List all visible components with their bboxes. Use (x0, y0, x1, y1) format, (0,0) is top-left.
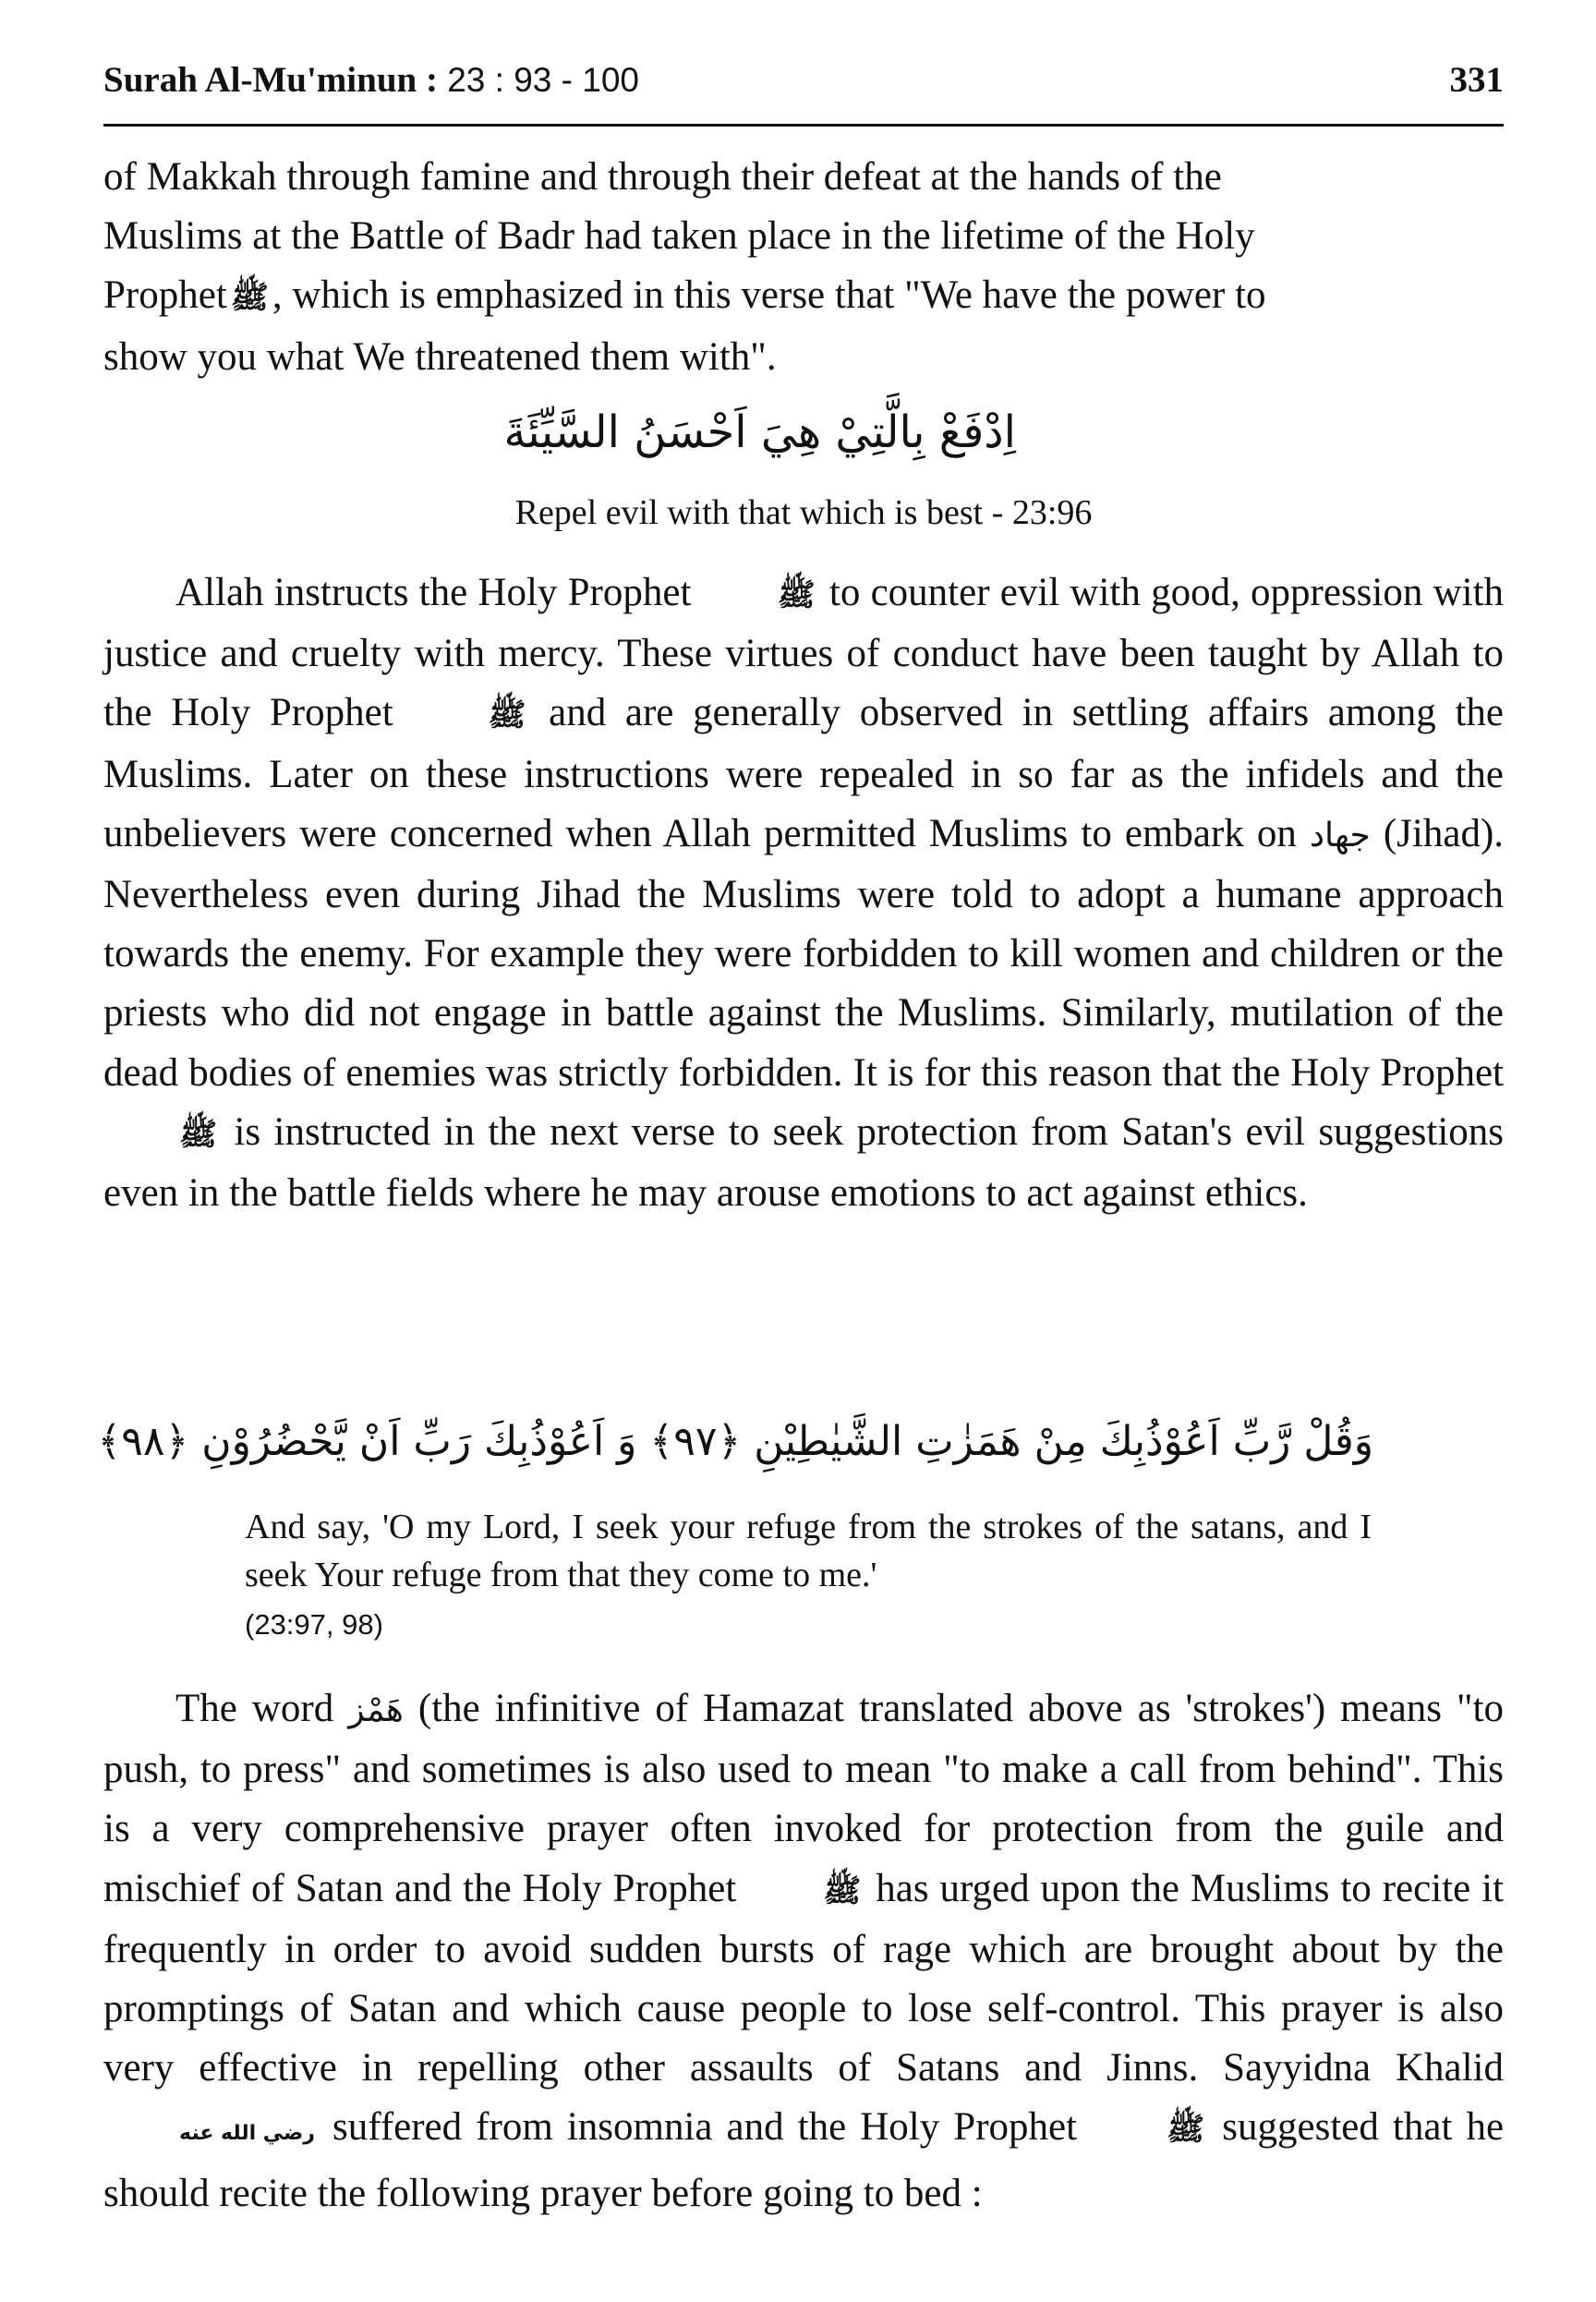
paragraph-1 (103, 148, 1504, 387)
paragraph-1-line-4: show you what We threatened them with". (103, 334, 777, 379)
paragraph-2-part-3: and are generally observed in settling affairs among the Muslims. Later on these instructions were repealed in so far as the infidels and the unbelievers were concerned when Allah permitted Muslims to embark on (103, 691, 1505, 855)
honorific-ra-icon: رضي الله عنه (179, 2122, 315, 2146)
running-header (103, 59, 1504, 127)
paragraph-1-line-1: of Makkah through famine and through their defeat at the hands of the (103, 155, 1222, 199)
page-number: 331 (1449, 60, 1504, 100)
honorific-saw-icon: ﷺ (230, 279, 269, 317)
honorific-saw-icon: ﷺ (179, 1115, 218, 1153)
verse-2-translation: And say, 'O my Lord, I seek your refuge from the strokes of the satans, and I seek Your refuge from that they come to me.' (245, 1508, 1372, 1594)
honorific-saw-icon: ﷺ (823, 1872, 862, 1909)
paragraph-3-part-2: (the infinitive of Hamazat translated above as 'strokes') means "to push, to press" and sometimes is also used to mean "to make a call from behind". This is a very comprehensive prayer often invoked for protection from the guile and mischief of Satan and the Holy Prophet (103, 1687, 1505, 1910)
paragraph-1-line-3a: Prophet (103, 273, 227, 318)
paragraph-3 (103, 1679, 1504, 2223)
honorific-saw-icon: ﷺ (777, 576, 816, 613)
surah-title (103, 59, 639, 101)
jihad-arabic-word: جهاد (1309, 816, 1371, 854)
verse-1-translation: Repel evil with that which is best - 23:96 (514, 493, 1093, 532)
verse-2-reference: (23:97, 98) (245, 1608, 383, 1641)
paragraph-3-part-3: has urged upon the Muslims to recite it frequently in order to avoid sudden bursts of rage which are brought about by the promptings of Satan and which cause people to lose self-control. This prayer is also very effective in repelling other assaults of Satans and Jinns. Sayyidna Khalid (103, 1866, 1504, 2090)
verse-2-arabic: وَقُلْ رَّبِّ اَعُوْذُبِكَ مِنْ هَمَزٰتِ الشَّيٰطِيْنِ ﴿٩٧﴾ وَ اَعُوْذُبِكَ رَبِّ اَنْ يَّحْضُرُوْنِ ﴿٩٨﴾ (97, 1418, 1373, 1465)
paragraph-2-part-5: is instructed in the next verse to seek protection from Satan's evil suggestions even in the battle fields where he may arouse emotions to act against ethics. (103, 1109, 1505, 1216)
paragraph-1-line-2: Muslims at the Battle of Badr had taken place in the lifetime of the Holy (103, 214, 1255, 259)
paragraph-3-part-4: suffered from insomnia and the Holy Prophet (332, 2105, 1078, 2150)
surah-name: Surah Al-Mu'minun : (103, 60, 438, 100)
ayah-range: 23 : 93 - 100 (437, 61, 639, 99)
paragraph-3-part-5: suggested that he should recite the following prayer before going to bed : (103, 2105, 1505, 2215)
honorific-saw-icon: ﷺ (488, 697, 526, 734)
paragraph-2 (103, 563, 1504, 1223)
honorific-saw-icon: ﷺ (1167, 2111, 1205, 2149)
paragraph-2-part-2: to counter evil with good, oppression with justice and cruelty with mercy. These virtues of conduct have been taught by Allah to the Holy Prophet (103, 571, 1505, 735)
hamz-arabic-word: هَمْز (348, 1691, 404, 1729)
paragraph-2-part-1: Allah instructs the Holy Prophet (175, 571, 692, 614)
paragraph-2-part-4: (Jihad). Nevertheless even during Jihad the Muslims were told to adopt a humane approach towards the enemy. For example they were forbidden to kill women and children or the priests who did not engage in battle against the Muslims. Similarly, mutilation of the dead bodies of enemies was strictly forbidden. It is for this reason that the Holy Prophet (103, 811, 1505, 1095)
paragraph-3-part-1: The word (175, 1687, 334, 1730)
verse-2-translation-block (245, 1503, 1372, 1649)
verse-1-arabic: اِدْفَعْ بِالَّتِيْ هِيَ اَحْسَنُ السَّيِّئَةَ (503, 406, 1016, 458)
paragraph-1-line-3b: , which is emphasized in this verse that "We have the power to (272, 273, 1266, 318)
